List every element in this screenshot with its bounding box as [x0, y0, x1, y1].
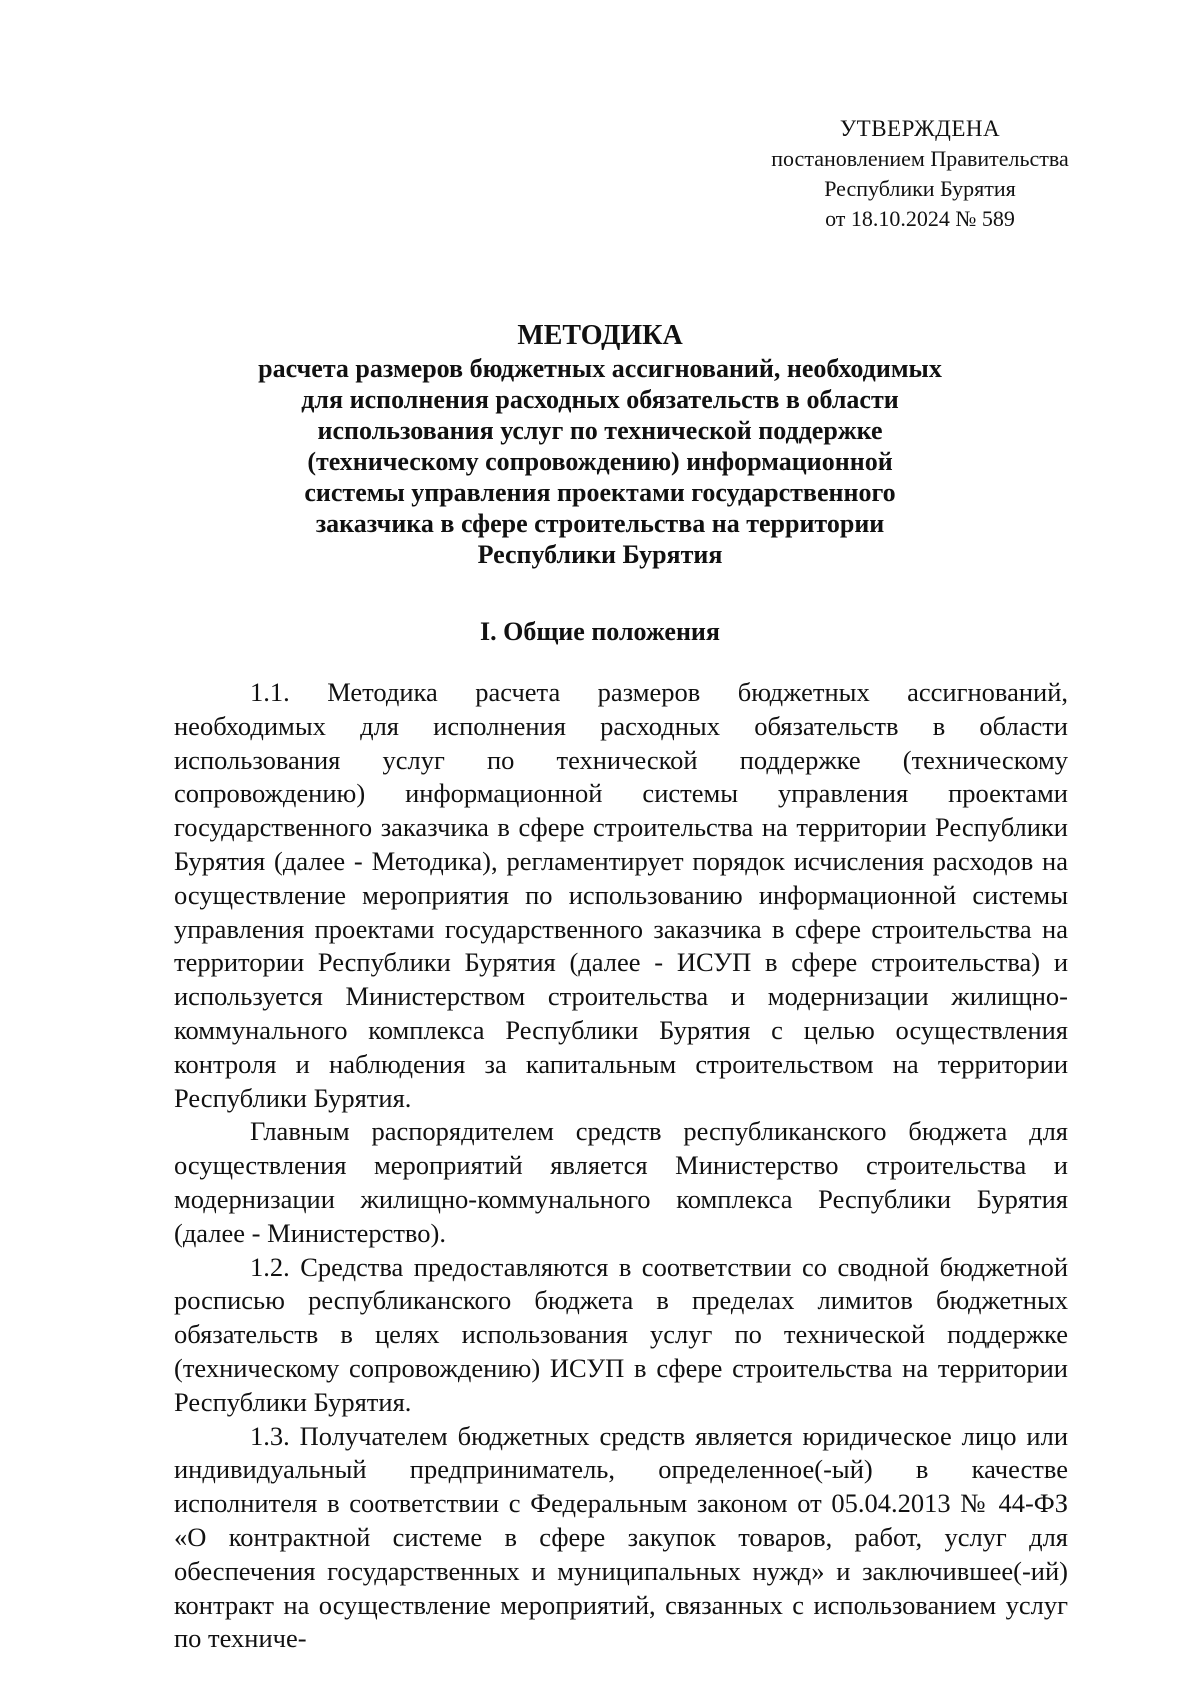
- paragraph-chief-administrator: Главным распорядителем средств республиканского бюджета для осуществления мероприятий является Министерство строительства и модернизации жилищно-коммунального комплекса Республики Бурятия (далее - Министерство).: [174, 1116, 1068, 1248]
- subtitle-line: системы управления проектами государственного: [304, 478, 896, 507]
- subtitle-line: Республики Бурятия: [477, 540, 723, 569]
- section-heading: I. Общие положения: [480, 617, 720, 646]
- approval-line-3: от 18.10.2024 № 589: [825, 206, 1015, 231]
- approval-stamp-block: [760, 114, 1080, 234]
- subtitle-line: расчета размеров бюджетных ассигнований, необходимых: [258, 354, 942, 383]
- document-title-block: [150, 320, 1050, 570]
- paragraph-1-1: 1.1. Методика расчета размеров бюджетных ассигнований, необходимых для исполнения расходных обязательств в области использования услуг по технической поддержке (техническому сопровождению) информационной системы управления проектами государственного заказчика в сфере строительства на территории Республики Бурятия (далее - Методика), регламентирует порядок исчисления расходов на осуществление мероприятия по использованию информационной системы управления проектами государственного заказчика в сфере строительства на территории Республики Бурятия (далее - ИСУП в сфере строительства) и используется Министерством строительства и модернизации жилищно-коммунального комплекса Республики Бурятия с целью осуществления контроля и наблюдения за капитальным строительством на территории Республики Бурятия.: [174, 677, 1068, 1113]
- subtitle-line: заказчика в сфере строительства на территории: [315, 509, 885, 538]
- document-title: МЕТОДИКА: [517, 320, 683, 351]
- subtitle-line: использования услуг по технической поддержке: [317, 416, 883, 445]
- subtitle-line: для исполнения расходных обязательств в области: [301, 385, 899, 414]
- subtitle-line: (техническому сопровождению) информационной: [307, 447, 893, 476]
- approval-line-1: постановлением Правительства: [771, 146, 1069, 171]
- approval-line-2: Республики Бурятия: [824, 176, 1016, 201]
- paragraph-1-3: 1.3. Получателем бюджетных средств является юридическое лицо или индивидуальный предприниматель, определенное(-ый) в качестве исполнителя в соответствии с Федеральным законом от 05.04.2013 № 44-ФЗ «О контрактной системе в сфере закупок товаров, работ, услуг для обеспечения государственных и муниципальных нужд» и заключившее(-ий) контракт на осуществление мероприятий, связанных с использованием услуг по техниче-: [174, 1420, 1068, 1654]
- paragraph-1-2: 1.2. Средства предоставляются в соответствии со сводной бюджетной росписью республиканского бюджета в пределах лимитов бюджетных обязательств в целях использования услуг по технической поддержке (техническому сопровождению) ИСУП в сфере строительства на территории Республики Бурятия.: [174, 1251, 1068, 1417]
- document-body: [174, 676, 1068, 1656]
- approval-heading: УТВЕРЖДЕНА: [839, 116, 1001, 141]
